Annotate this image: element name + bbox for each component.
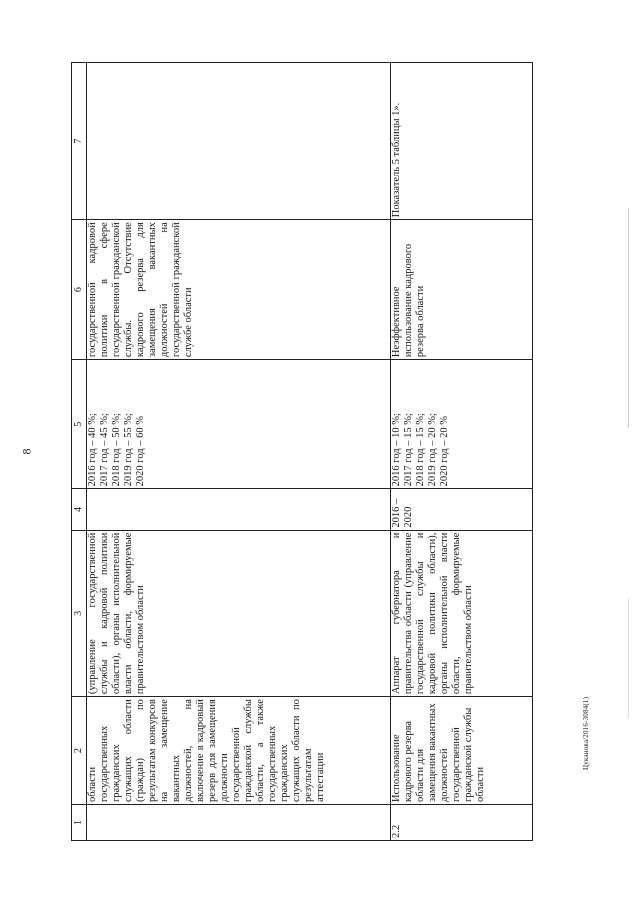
cell-number — [87, 805, 391, 841]
table-row — [87, 63, 391, 841]
scan-edge-line-lower — [628, 598, 629, 718]
cell-period: 2016 – 2020 — [390, 489, 532, 530]
target-line: 2020 год – 20 % — [438, 415, 450, 487]
target-line: 2019 год – 55 %; — [123, 413, 135, 487]
cell-targets — [87, 360, 391, 489]
target-line: 2017 год – 15 %; — [402, 413, 414, 487]
cell-indicator — [87, 63, 391, 220]
page-number: 8 — [19, 448, 34, 455]
cell-executor: (управление государственной службы и кадровой политики области), органы исполнительной власти области, формируемые правительством области — [87, 530, 391, 697]
header-col-5: 5 — [72, 360, 87, 489]
cell-consequences: государственной кадровой политики в сфере государственной гражданской службы. Отсутствие кадрового резерва для замещения вакантных должностей на государственной гражданской службе области — [87, 220, 391, 360]
target-line: 2020 год – 60 % — [135, 415, 147, 487]
cell-number: 2.2 — [390, 805, 532, 841]
cell-measure: области государственных гражданских служащих области (граждан) по результатам конкурсов на замещение вакантных должностей, на включение в кадровый резерв для замещения должности государственной гражданской службы области, а также государственных гражданских служащих области по результатам аттестации — [87, 697, 391, 805]
header-col-1: 1 — [72, 805, 87, 841]
table-row — [390, 63, 532, 841]
program-measures-table — [71, 62, 533, 841]
target-line: 2017 год – 45 %; — [99, 413, 111, 487]
cell-targets — [390, 360, 532, 489]
header-col-6: 6 — [72, 220, 87, 360]
header-col-7: 7 — [72, 63, 87, 220]
header-col-4: 4 — [72, 489, 87, 530]
cell-executor: Аппарат губернатора и правительства области (управление государственной службы и кадровой политики области), органы исполнительной власти области, формируемые правительством области — [390, 530, 532, 697]
header-col-2: 2 — [72, 697, 87, 805]
table-container — [71, 62, 533, 841]
table-header-row — [72, 63, 87, 841]
target-line: 2019 год – 20 %; — [426, 413, 438, 487]
header-col-3: 3 — [72, 530, 87, 697]
target-line: 2018 год – 50 %; — [111, 413, 123, 487]
footer-code: Цуканова/2016-3084(1) — [582, 696, 590, 770]
cell-period — [87, 489, 391, 530]
cell-measure: Использование кадрового резерва области для замещения вакантных должностей государственной гражданской службы области — [390, 697, 532, 805]
target-line: 2016 год – 10 %; — [390, 413, 402, 487]
cell-consequences: Неэффективное использование кадрового резерва области — [390, 220, 532, 360]
cell-indicator: Показатель 5 таблицы 1». — [390, 63, 532, 220]
target-line: 2018 год – 15 %; — [414, 413, 426, 487]
target-line: 2016 год – 40 %; — [87, 413, 99, 487]
scan-edge-line — [628, 208, 629, 428]
